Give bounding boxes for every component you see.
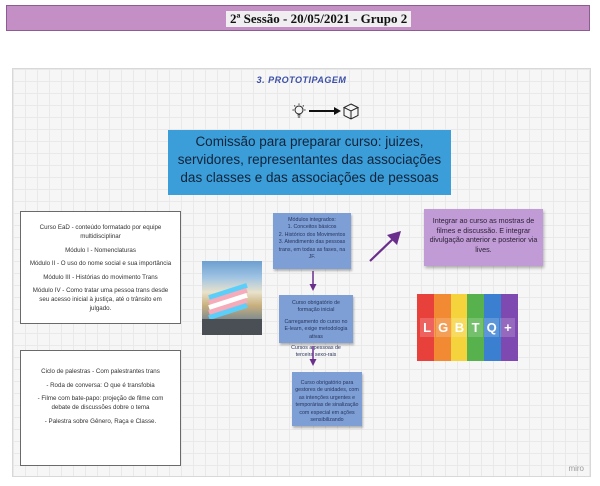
lgbtq-letter: + [500, 318, 515, 337]
icon-row [291, 103, 361, 121]
lgbtq-letter: L [420, 318, 435, 337]
course-card-line: Módulo II - O uso do nome social e sua importância [29, 260, 172, 267]
lectures-card-line: - Filme com bate-papo: projeção de filme com debate de discussões dobre o tema [37, 395, 164, 411]
course-card-line: Módulo I - Nomenclaturas [65, 246, 136, 254]
arrow-up-right-icon [368, 229, 404, 263]
lgbtq-letter: T [468, 318, 483, 337]
lectures-card[interactable] [20, 350, 181, 466]
crowd-silhouette [202, 319, 262, 335]
lgbtq-letters [417, 294, 518, 361]
sticky-integrated-modules[interactable] [273, 213, 351, 269]
arrow-down-icon [309, 346, 317, 366]
session-title: 2ª Sessão - 20/05/2021 - Grupo 2 [226, 11, 411, 27]
lgbtq-letter: G [436, 318, 451, 337]
arrow-down-icon [309, 271, 317, 291]
lightbulb-icon [293, 104, 306, 118]
box-icon [344, 104, 358, 119]
lectures-card-line: - Palestra sobre Gênero, Raça e Classe. [44, 417, 157, 425]
sticky-line: Curso obrigatório de formação inicial [292, 300, 340, 314]
course-card[interactable] [20, 211, 181, 324]
sticky-integrate-films[interactable]: Integrar ao curso as mostras de filmes e discussão. E integrar divulgação anterior e posterior via lives. [424, 209, 543, 266]
lgbtq-rainbow-image[interactable] [417, 294, 518, 361]
course-card-line: Curso EaD - conteúdo formatado por equipe multidisciplinar [39, 224, 162, 240]
sticky-line: 1. Conceitos básicos [287, 224, 337, 231]
lgbtq-letter: B [452, 318, 467, 337]
lectures-card-line: - Roda de conversa: O que é transfobia [46, 381, 155, 389]
miro-board[interactable] [12, 68, 591, 477]
miro-watermark: miro [568, 464, 584, 473]
sticky-working[interactable]: Curso obrigatório para gestores de unidades, com as intenções urgentes e temporárias de sinalização com especial em ações sensibilizando [292, 372, 362, 426]
sticky-line: Carregamento do curso no E-learn, exige metodologia ativas [284, 318, 348, 340]
sticky-line: 3. Atendimento das pessoas trans, em todas as fases, na JF. [278, 239, 346, 261]
pride-parade-photo[interactable] [202, 261, 262, 335]
sticky-line: Módulos integrados: [288, 217, 336, 223]
lgbtq-letter: Q [484, 318, 499, 337]
arrow-right-icon [309, 107, 341, 115]
section-heading: 3. PROTOTIPAGEM [256, 75, 347, 85]
sticky-line: Cursos a pessoas de terceira sexo-rais [291, 345, 341, 359]
course-card-line: Módulo III - Histórias do movimento Trans [43, 273, 158, 281]
sticky-line: 2. Histórico dos Movimentos [278, 231, 346, 238]
main-title-card[interactable]: Comissão para preparar curso: juizes, servidores, representantes das associações das classes e das associações de pessoas [168, 130, 451, 195]
lectures-card-line: Ciclo de palestras - Com palestrantes trans [41, 368, 160, 375]
session-banner [6, 5, 590, 31]
sticky-training[interactable] [279, 295, 353, 359]
course-card-line: Módulo IV - Como tratar uma pessoa trans desde seu acesso inicial à justiça, até o trânsito em julgado. [32, 287, 169, 312]
